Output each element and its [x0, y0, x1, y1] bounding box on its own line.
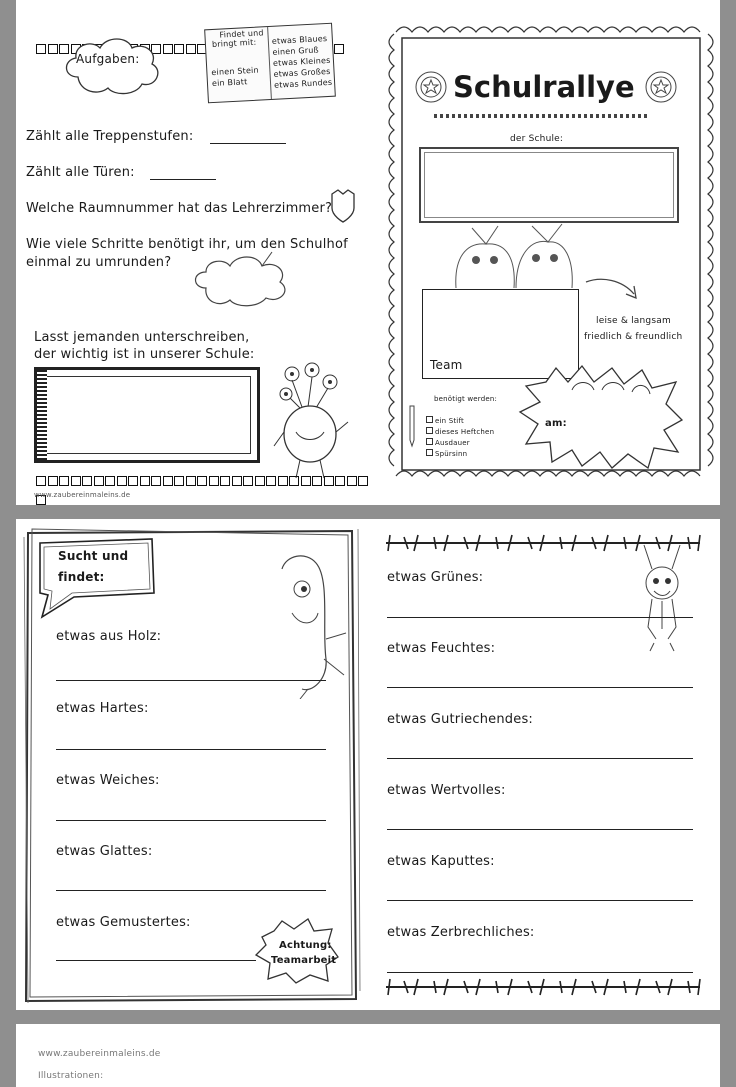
cover-title: Schulrallye: [453, 70, 635, 104]
date-label: am:: [545, 418, 567, 429]
speech-cloud-icon: [184, 250, 304, 310]
question-steps: Wie viele Schritte benötigt ihr, um den Schulhof: [26, 237, 348, 252]
stamp-text: Findet und: [219, 28, 264, 40]
motto-line: friedlich & freundlich: [584, 332, 683, 342]
search-item-label: etwas Hartes:: [56, 701, 149, 716]
star-badge-icon: [644, 70, 678, 104]
school-label: der Schule:: [510, 134, 564, 144]
answer-line[interactable]: [387, 617, 693, 618]
answer-line[interactable]: [387, 900, 693, 901]
motto-line: leise & langsam: [596, 316, 671, 326]
worksheet-page-1: [16, 0, 720, 505]
square-border-bottom: [36, 471, 376, 505]
stamp-text: einen Stein: [211, 65, 259, 78]
signature-box[interactable]: [34, 367, 260, 463]
answer-line[interactable]: [387, 758, 693, 759]
search-item-label: etwas Weiches:: [56, 773, 160, 788]
title-underline: [434, 114, 648, 118]
fence-border-bottom: [384, 975, 704, 999]
question-room-number: Welche Raumnummer hat das Lehrerzimmer?: [26, 201, 333, 216]
website-link[interactable]: www.zaubereinmaleins.de: [38, 1049, 161, 1059]
website-link[interactable]: www.zaubereinmaleins.de: [34, 491, 131, 499]
needed-item: Ausdauer: [435, 439, 470, 447]
search-item-label: etwas Feuchtes:: [387, 641, 496, 656]
note-label: Achtung:: [279, 940, 332, 951]
answer-line[interactable]: [387, 972, 693, 973]
hanging-monster-illustration: [634, 543, 694, 653]
answer-line[interactable]: [56, 890, 326, 891]
shield-icon: [328, 188, 358, 224]
stamp-text: bringt mit:: [211, 37, 257, 50]
items-stamp-box: [204, 23, 336, 104]
answer-line[interactable]: [150, 179, 216, 180]
signature-instruction-cont: der wichtig ist in unserer Schule:: [34, 347, 255, 362]
search-item-label: etwas Kaputtes:: [387, 854, 495, 869]
tasks-label: Aufgaben:: [76, 52, 140, 66]
needed-checklist: [426, 416, 494, 460]
illustrations-label: Illustrationen:: [38, 1071, 104, 1081]
worksheet-page-3: [16, 1024, 720, 1087]
arrow-icon: [582, 272, 642, 306]
answer-line[interactable]: [56, 749, 326, 750]
question-doors: Zählt alle Türen:: [26, 165, 135, 180]
spiky-bubble-icon: [516, 364, 686, 472]
search-item-label: etwas Grünes:: [387, 570, 484, 585]
signature-instruction: Lasst jemanden unterschreiben,: [34, 330, 250, 345]
question-stairs: Zählt alle Treppenstufen:: [26, 129, 194, 144]
answer-line[interactable]: [56, 820, 326, 821]
section-heading: Sucht und: [58, 549, 129, 563]
pencil-icon: [406, 404, 418, 448]
answer-line[interactable]: [387, 829, 693, 830]
monster-illustration: [272, 362, 362, 482]
star-badge-icon: [414, 70, 448, 104]
stamp-text: ein Blatt: [211, 77, 248, 89]
needed-item: dieses Heftchen: [435, 428, 495, 436]
worksheet-page-2: [16, 519, 720, 1010]
stamp-text: etwas Blaues: [271, 33, 328, 46]
question-steps-cont: einmal zu umrunden?: [26, 255, 172, 270]
monster-illustration: [272, 549, 352, 699]
needed-item: ein Stift: [435, 417, 464, 425]
cloud-icon: [58, 32, 168, 102]
answer-line[interactable]: [56, 680, 326, 681]
school-name-box[interactable]: [419, 147, 679, 223]
stamp-text: etwas Rundes: [273, 77, 333, 90]
search-item-label: etwas Gutriechendes:: [387, 712, 533, 727]
needed-item: Spürsinn: [435, 450, 468, 458]
answer-line[interactable]: [387, 687, 693, 688]
team-label: Team: [430, 358, 463, 372]
stamp-text: etwas Großes: [273, 66, 331, 79]
spiky-badge-icon: [254, 917, 340, 985]
search-item-label: etwas Glattes:: [56, 844, 153, 859]
search-item-label: etwas aus Holz:: [56, 629, 162, 644]
needed-label: benötigt werden:: [434, 395, 498, 403]
search-item-label: etwas Wertvolles:: [387, 783, 506, 798]
answer-line[interactable]: [56, 960, 256, 961]
stamp-text: etwas Kleines: [272, 55, 331, 68]
search-item-label: etwas Zerbrechliches:: [387, 925, 535, 940]
note-label: Teamarbeit: [271, 955, 337, 966]
answer-line[interactable]: [210, 143, 286, 144]
section-heading: findet:: [58, 570, 105, 584]
stamp-text: einen Gruß: [272, 45, 319, 57]
search-item-label: etwas Gemustertes:: [56, 915, 191, 930]
monsters-illustration: [436, 218, 586, 298]
